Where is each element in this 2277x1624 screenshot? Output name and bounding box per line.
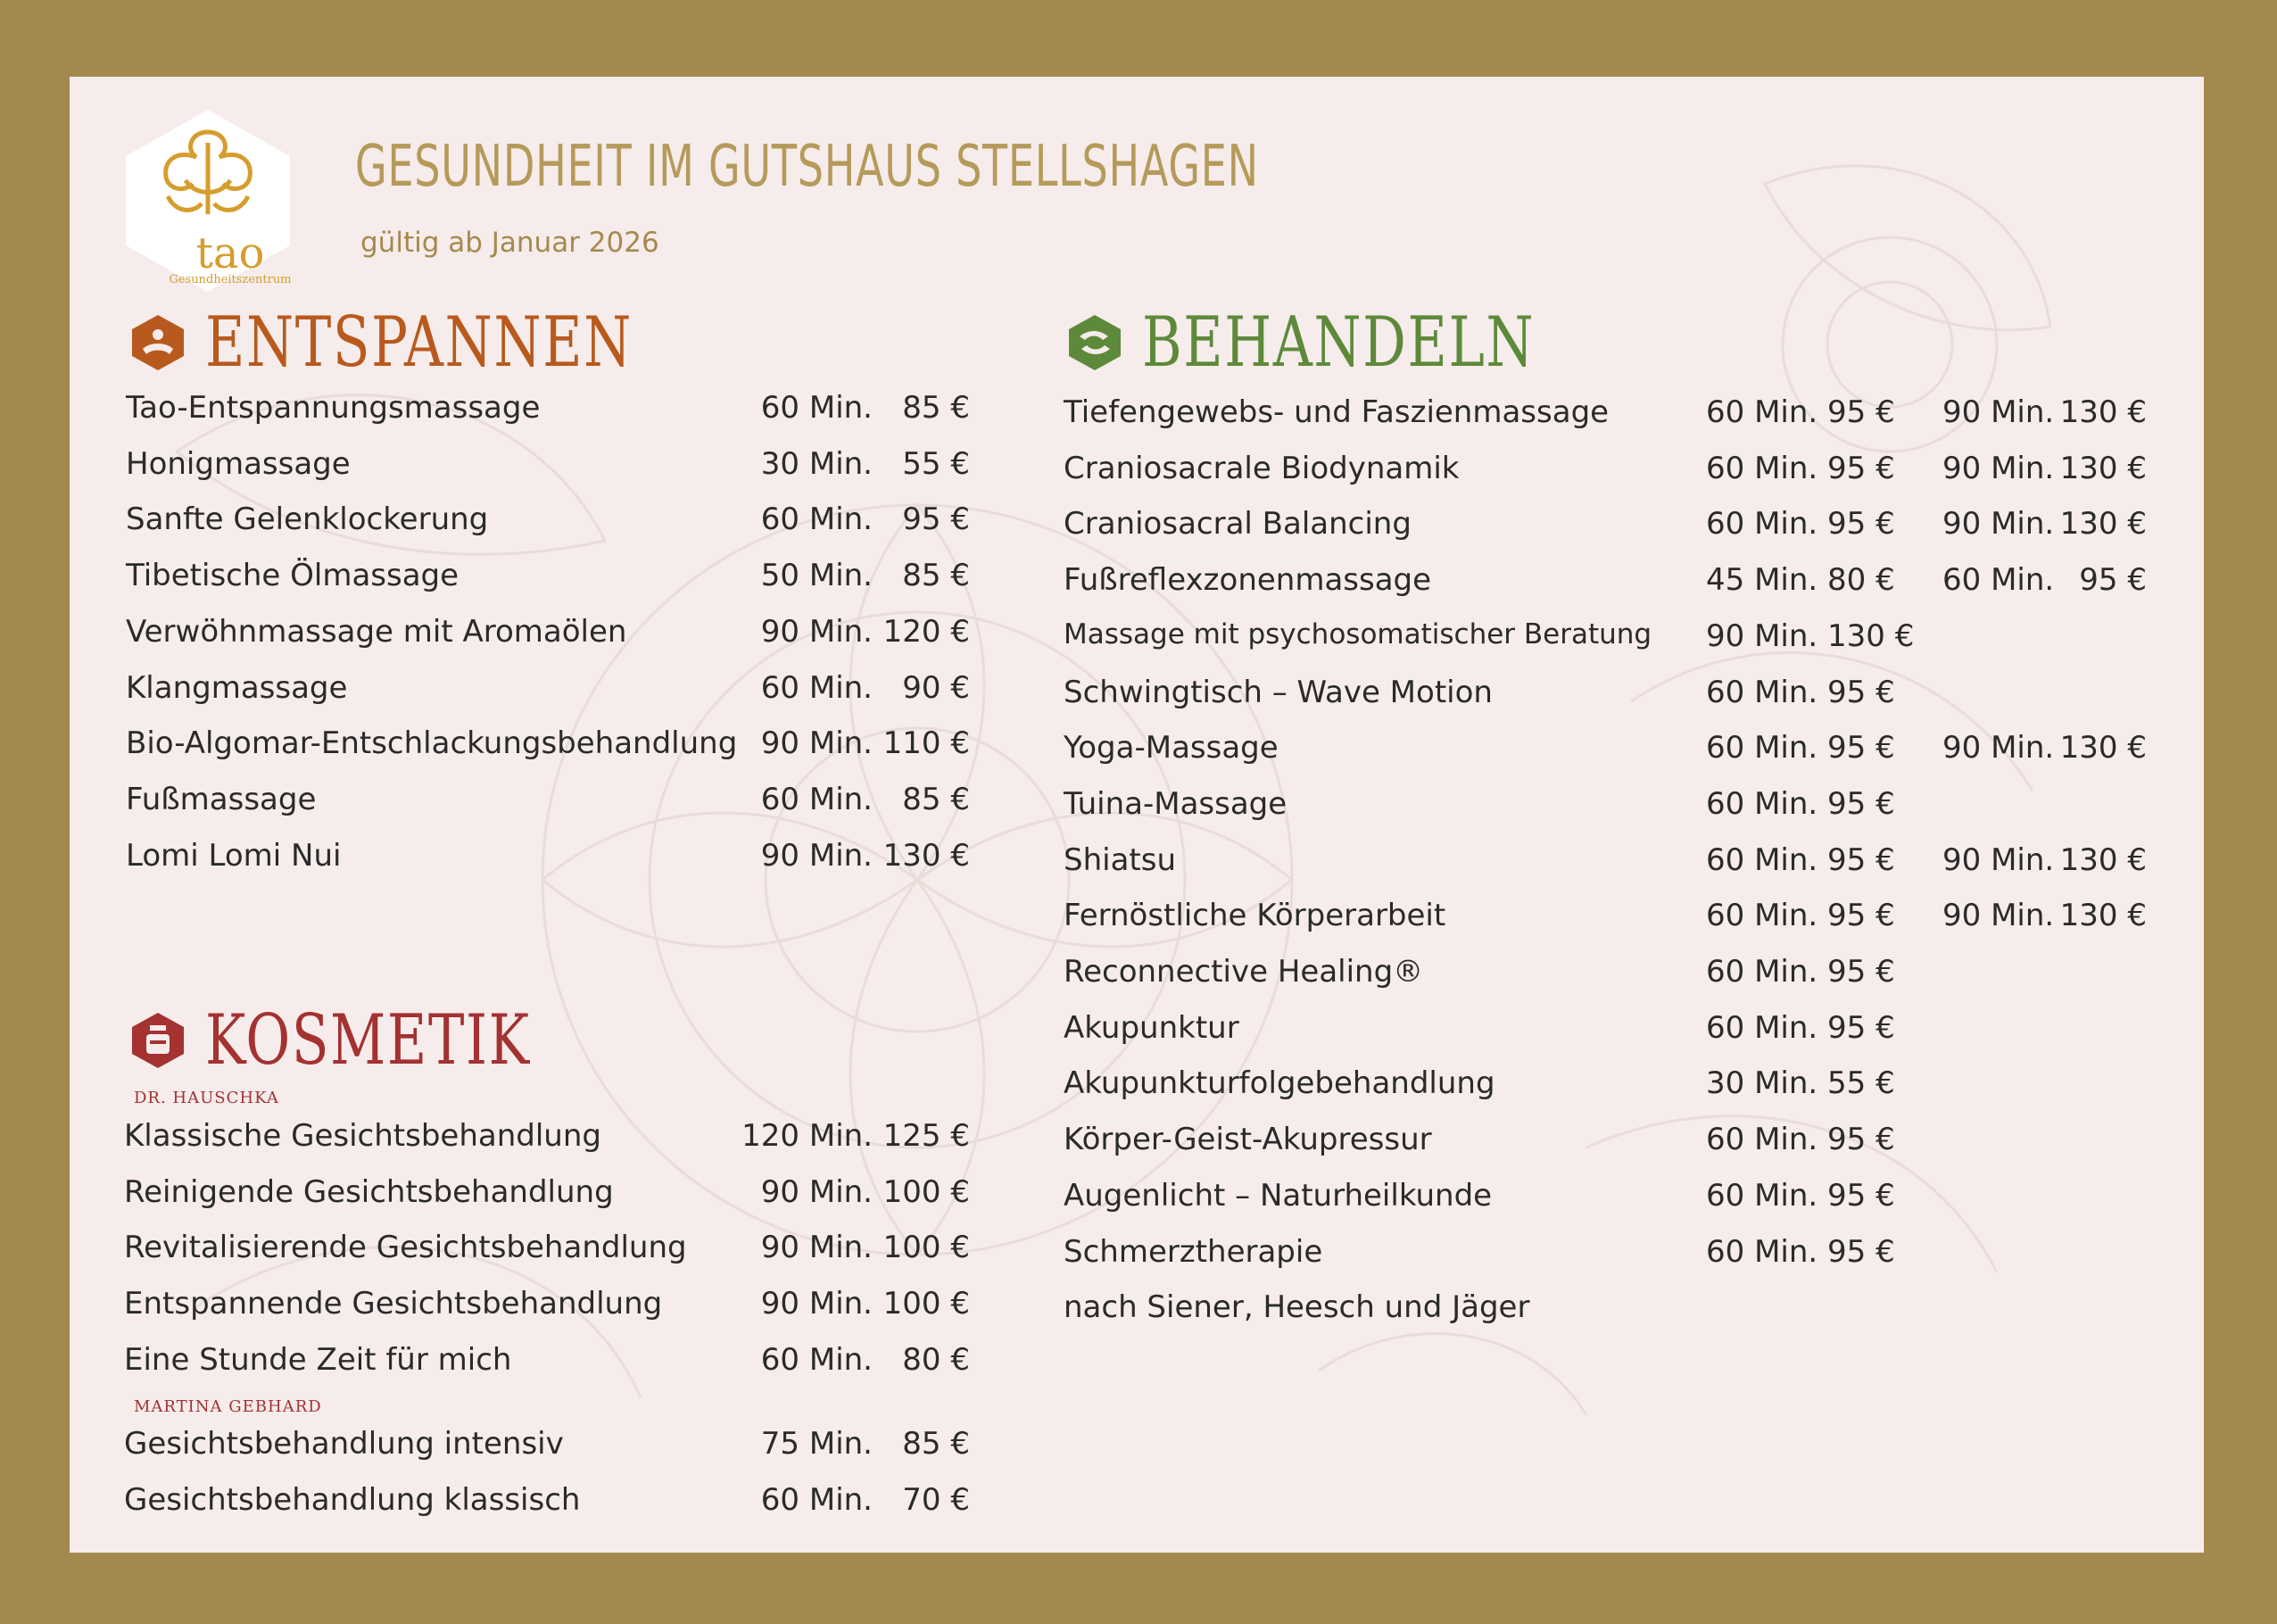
service-option-primary: 60 Min. 95 € (1706, 1122, 1895, 1157)
service-name: Reconnective Healing® (1064, 954, 1424, 990)
service-row (1064, 1122, 2152, 1168)
service-row (124, 1230, 970, 1276)
service-duration-secondary: 90 Min. (1942, 451, 2055, 486)
service-row (1064, 842, 2152, 889)
service-duration-secondary: 90 Min. (1942, 506, 2055, 542)
service-duration: 90 Min. (760, 1286, 873, 1322)
section-title: ENTSPANNEN (205, 302, 633, 383)
service-price: 125 € (882, 1118, 970, 1154)
service-option-primary: 60 Min. 95 € (1706, 730, 1895, 766)
service-row (1064, 562, 2152, 609)
service-name: Massage mit psychosomatischer Beratung (1064, 618, 1652, 650)
service-name: Bio-Algomar-Entschlackungsbehandlung (126, 725, 738, 761)
service-name: Akupunktur (1064, 1010, 1239, 1046)
service-name: Lomi Lomi Nui (126, 838, 342, 874)
service-row (1064, 730, 2152, 776)
cosmetic-jar-icon (130, 1011, 186, 1070)
service-duration: 60 Min. (760, 390, 873, 426)
service-name: Tuina-Massage (1064, 786, 1288, 822)
service-row (126, 838, 970, 884)
service-row (1064, 675, 2152, 721)
service-row (124, 1286, 970, 1332)
service-row (126, 670, 970, 717)
service-option-primary: 60 Min. 95 € (1706, 842, 1895, 878)
service-price: 70 € (902, 1482, 970, 1518)
service-duration: 120 Min. (741, 1118, 873, 1154)
service-price: 100 € (882, 1174, 970, 1210)
service-duration: 75 Min. (760, 1426, 873, 1462)
validity-date: gültig ab Januar 2026 (360, 227, 659, 259)
service-option-primary: 60 Min. 95 € (1706, 506, 1895, 542)
service-option-primary: 60 Min. 95 € (1706, 675, 1895, 710)
service-row (1064, 451, 2152, 497)
service-name: Eine Stunde Zeit für mich (124, 1342, 512, 1378)
service-price-secondary: 95 € (2079, 562, 2147, 598)
service-row (1064, 394, 2152, 441)
service-name: Gesichtsbehandlung intensiv (124, 1426, 564, 1462)
service-name: Augenlicht – Naturheilkunde (1064, 1178, 1493, 1214)
service-row (1064, 954, 2152, 1000)
service-name: Yoga-Massage (1064, 730, 1279, 766)
service-option-primary: 60 Min. 95 € (1706, 394, 1895, 430)
service-price: 100 € (882, 1230, 970, 1265)
service-name: Shiatsu (1064, 842, 1177, 878)
service-duration: 90 Min. (760, 1174, 873, 1210)
service-option-primary: 60 Min. 95 € (1706, 954, 1895, 990)
service-name: Verwöhnmassage mit Aromaölen (126, 614, 627, 650)
brand-label: MARTINA GEBHARD (134, 1397, 322, 1416)
service-price: 90 € (902, 670, 970, 706)
service-name: Körper-Geist-Akupressur (1064, 1122, 1432, 1157)
tao-logo (123, 107, 293, 294)
service-name: Craniosacrale Biodynamik (1064, 451, 1460, 486)
service-name: Craniosacral Balancing (1064, 506, 1412, 542)
service-row (1064, 898, 2152, 944)
service-duration-secondary: 60 Min. (1942, 562, 2055, 598)
service-option-primary: 60 Min. 95 € (1706, 1234, 1895, 1270)
service-row (1064, 1234, 2152, 1280)
service-option-primary: 60 Min. 95 € (1706, 1178, 1895, 1214)
service-name: Klangmassage (126, 670, 348, 706)
service-option-primary: 60 Min. 95 € (1706, 1010, 1895, 1046)
treatment-hands-icon (1067, 313, 1122, 372)
service-row (124, 1118, 970, 1164)
service-row (1064, 1010, 2152, 1056)
service-name: Revitalisierende Gesichtsbehandlung (124, 1230, 687, 1265)
service-duration-secondary: 90 Min. (1942, 730, 2055, 766)
service-row (124, 1482, 970, 1529)
service-duration-secondary: 90 Min. (1942, 394, 2055, 430)
service-duration-secondary: 90 Min. (1942, 842, 2055, 878)
brand-label: DR. HAUSCHKA (134, 1089, 279, 1107)
service-name: Sanfte Gelenklockerung (126, 501, 489, 537)
service-row (124, 1426, 970, 1472)
section-header-behandeln (1067, 302, 1645, 383)
service-name: Akupunkturfolgebehandlung (1064, 1065, 1495, 1101)
service-name: Schwingtisch – Wave Motion (1064, 675, 1493, 710)
service-name: nach Siener, Heesch und Jäger (1064, 1289, 1530, 1325)
service-row (1064, 1289, 2152, 1336)
section-title: KOSMETIK (205, 1000, 531, 1081)
service-option-primary: 90 Min. 130 € (1706, 618, 1915, 654)
service-duration: 90 Min. (760, 725, 873, 761)
section-title: BEHANDELN (1142, 302, 1536, 383)
logo-text: tao (195, 228, 265, 278)
service-name: Entspannende Gesichtsbehandlung (124, 1286, 663, 1322)
service-price: 80 € (902, 1342, 970, 1378)
service-row (1064, 618, 2152, 665)
service-price-secondary: 130 € (2059, 394, 2147, 430)
service-name: Fußmassage (126, 782, 317, 817)
service-row (126, 446, 970, 493)
service-duration: 90 Min. (760, 614, 873, 650)
page-title: GESUNDHEIT IM GUTSHAUS STELLSHAGEN (355, 134, 1259, 200)
service-price: 85 € (902, 1426, 970, 1462)
service-row (1064, 786, 2152, 833)
service-name: Tao-Entspannungsmassage (126, 390, 541, 426)
service-duration: 60 Min. (760, 670, 873, 706)
service-price-secondary: 130 € (2059, 842, 2147, 878)
service-price: 85 € (902, 558, 970, 593)
service-duration: 90 Min. (760, 838, 873, 874)
service-duration: 60 Min. (760, 782, 873, 817)
service-price-secondary: 130 € (2059, 451, 2147, 486)
service-price: 100 € (882, 1286, 970, 1322)
service-duration: 60 Min. (760, 501, 873, 537)
service-price: 85 € (902, 782, 970, 817)
section-header-entspannen (130, 302, 753, 383)
service-name: Gesichtsbehandlung klassisch (124, 1482, 581, 1518)
service-price-secondary: 130 € (2059, 730, 2147, 766)
service-row (124, 1342, 970, 1388)
service-name: Klassische Gesichtsbehandlung (124, 1118, 601, 1154)
service-option-primary: 60 Min. 95 € (1706, 786, 1895, 822)
service-name: Tiefengewebs- und Faszienmassage (1064, 394, 1610, 430)
service-duration: 60 Min. (760, 1342, 873, 1378)
service-row (1064, 1178, 2152, 1224)
service-price-secondary: 130 € (2059, 506, 2147, 542)
service-name: Reinigende Gesichtsbehandlung (124, 1174, 614, 1210)
service-price: 85 € (902, 390, 970, 426)
service-duration: 50 Min. (760, 558, 873, 593)
service-price: 130 € (882, 838, 970, 874)
relaxation-hands-icon (130, 313, 186, 372)
service-row (126, 501, 970, 548)
service-duration-secondary: 90 Min. (1942, 898, 2055, 933)
logo-subtext: Gesundheitszentrum (169, 273, 292, 286)
service-name: Honigmassage (126, 446, 351, 482)
service-row (124, 1174, 970, 1221)
service-price: 110 € (882, 725, 970, 761)
service-price: 55 € (902, 446, 970, 482)
service-row (1064, 1065, 2152, 1112)
service-duration: 60 Min. (760, 1482, 873, 1518)
service-option-primary: 60 Min. 95 € (1706, 451, 1895, 486)
service-option-primary: 60 Min. 95 € (1706, 898, 1895, 933)
service-row (126, 614, 970, 660)
section-header-kosmetik (130, 1000, 622, 1081)
service-name: Fernöstliche Körperarbeit (1064, 898, 1446, 933)
service-option-primary: 45 Min. 80 € (1706, 562, 1895, 598)
service-row (1064, 506, 2152, 552)
service-row (126, 558, 970, 604)
service-name: Schmerztherapie (1064, 1234, 1323, 1270)
service-row (126, 390, 970, 436)
service-price: 120 € (882, 614, 970, 650)
service-option-primary: 30 Min. 55 € (1706, 1065, 1895, 1101)
service-price: 95 € (902, 501, 970, 537)
service-duration: 30 Min. (760, 446, 873, 482)
service-row (126, 725, 970, 772)
service-duration: 90 Min. (760, 1230, 873, 1265)
service-row (126, 782, 970, 828)
service-name: Fußreflexzonenmassage (1064, 562, 1432, 598)
service-price-secondary: 130 € (2059, 898, 2147, 933)
service-name: Tibetische Ölmassage (126, 558, 460, 593)
